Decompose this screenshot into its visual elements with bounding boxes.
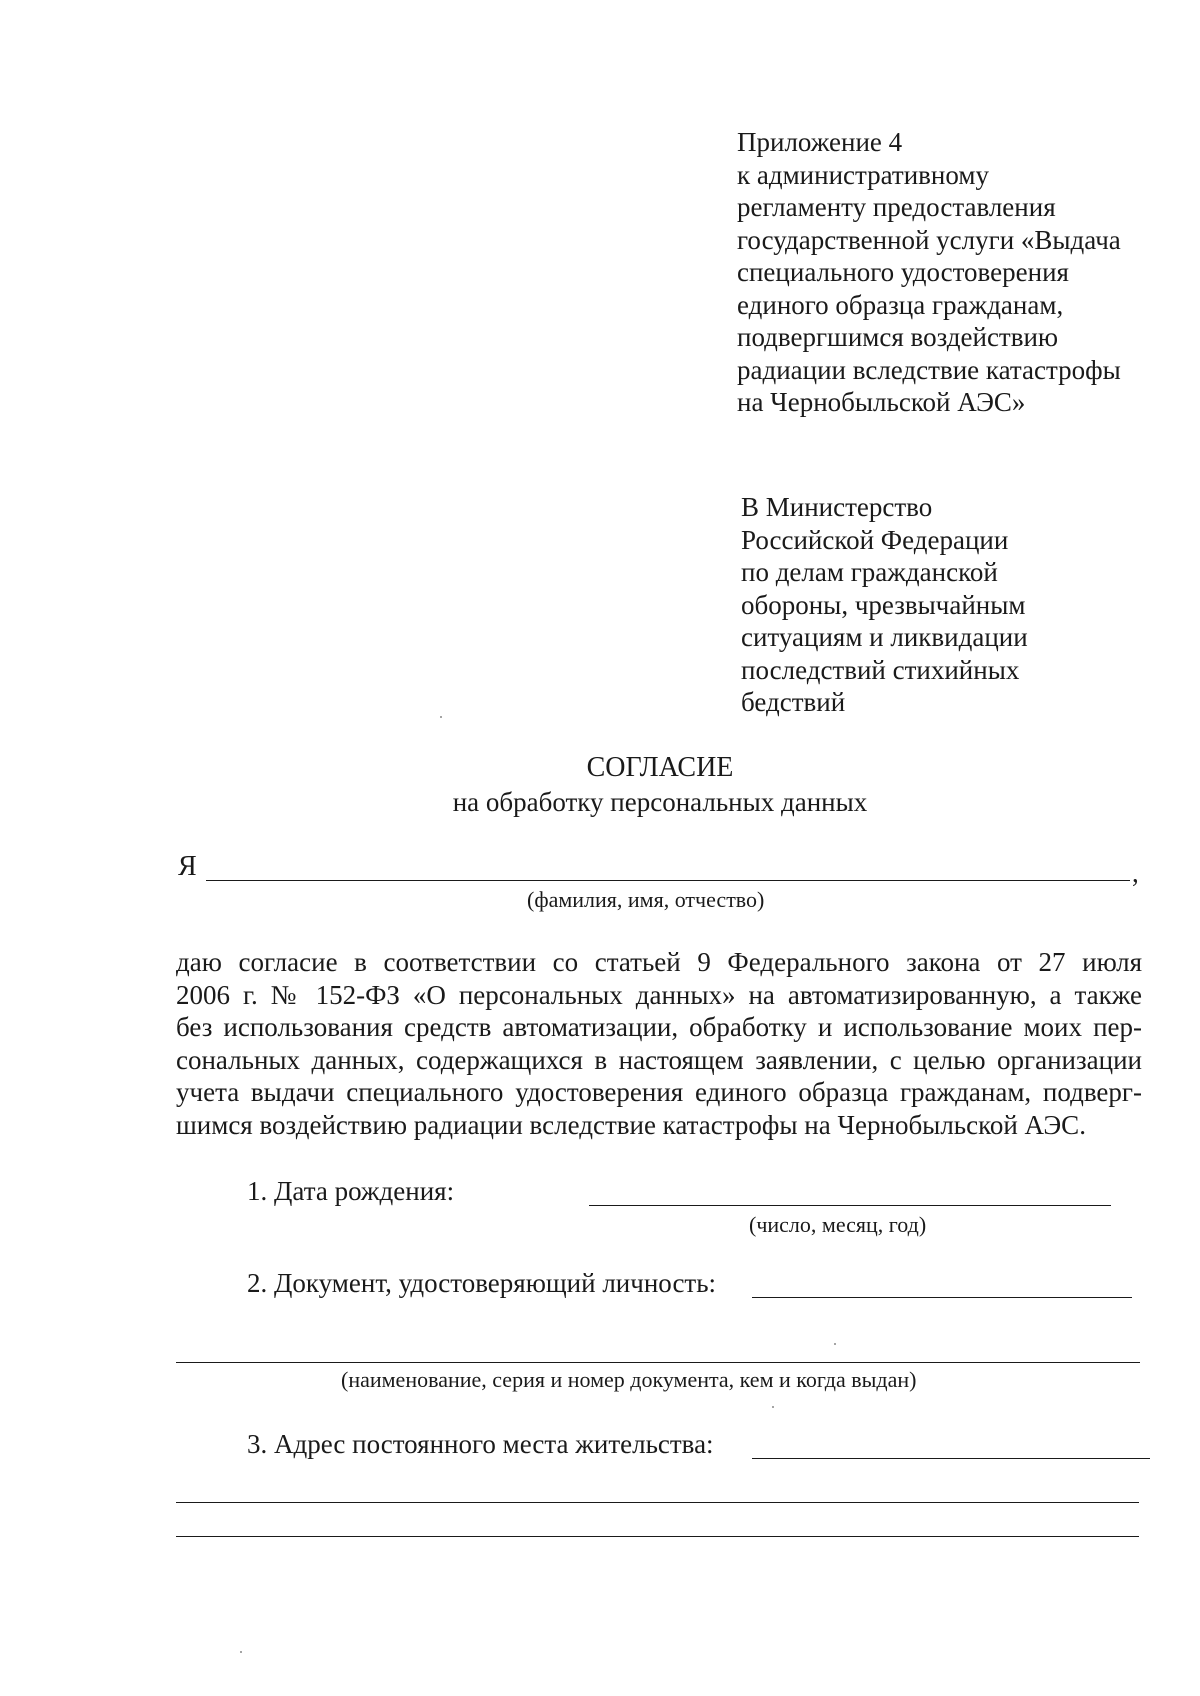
paragraph-line: без использования средств автоматизации, обработку и использование моих пер-	[176, 1012, 1142, 1043]
addressee-line: бедствий	[741, 687, 846, 717]
name-suffix-comma: ,	[1132, 858, 1139, 888]
scan-speck	[772, 1406, 774, 1408]
name-field-hint: (фамилия, имя, отчество)	[527, 887, 765, 912]
identity-doc-label: 2. Документ, удостоверяющий личность:	[247, 1268, 717, 1298]
identity-doc-field-line-2[interactable]	[176, 1362, 1140, 1363]
address-field-line-2[interactable]	[176, 1502, 1139, 1503]
addressee-line: по делам гражданской	[741, 557, 998, 587]
paragraph-line: 2006 г. № 152-ФЗ «О персональных данных» на автоматизированную, а также	[176, 979, 1142, 1010]
scan-speck	[834, 1343, 836, 1345]
addressee-line: обороны, чрезвычайным	[741, 589, 1026, 620]
appendix-line: Приложение 4	[737, 127, 903, 157]
addressee-line: Российской Федерации	[741, 524, 1009, 555]
name-prefix: Я	[178, 851, 197, 882]
appendix-line: на Чернобыльской АЭС»	[737, 387, 1026, 417]
addressee-line: ситуациям и ликвидации	[741, 622, 1028, 652]
consent-subtitle: на обработку персональных данных	[452, 787, 868, 817]
appendix-line: специального удостоверения	[737, 257, 1069, 287]
appendix-line: государственной услуги «Выдача	[737, 224, 1121, 255]
appendix-line: подвергшимся воздействию	[737, 322, 1059, 352]
appendix-line: радиации вследствие катастрофы	[737, 354, 1121, 385]
addressee-line: В Министерство	[741, 492, 933, 522]
address-field-line[interactable]	[752, 1458, 1150, 1459]
paragraph-line: сональных данных, содержащихся в настоящем заявлении, с целью организации	[176, 1044, 1142, 1075]
addressee-line: последствий стихийных	[741, 654, 1020, 685]
appendix-line: единого образца гражданам,	[737, 289, 1064, 320]
address-field-line-3[interactable]	[176, 1536, 1139, 1537]
paragraph-line: учета выдачи специального удостоверения единого образца гражданам, подверг-	[176, 1077, 1142, 1108]
appendix-header	[737, 126, 1121, 419]
identity-doc-hint: (наименование, серия и номер документа, кем и когда выдан)	[341, 1367, 917, 1392]
paragraph-line: даю согласие в соответствии со статьей 9 Федерального закона от 27 июля	[176, 947, 1142, 977]
birth-date-hint: (число, месяц, год)	[749, 1212, 927, 1237]
identity-doc-field-line[interactable]	[752, 1297, 1132, 1298]
paragraph-line: шимся воздействию радиации вследствие катастрофы на Чернобыльской АЭС.	[176, 1109, 1086, 1140]
addressee-block	[741, 491, 1028, 719]
consent-paragraph	[176, 946, 1142, 1142]
consent-title: СОГЛАСИЕ	[586, 752, 734, 783]
appendix-line: регламенту предоставления	[737, 192, 1056, 222]
birth-date-field-line[interactable]	[589, 1205, 1111, 1206]
birth-date-label: 1. Дата рождения:	[247, 1176, 455, 1206]
address-label: 3. Адрес постоянного места жительства:	[247, 1429, 714, 1459]
appendix-line: к административному	[737, 159, 989, 190]
name-field-line[interactable]	[206, 880, 1130, 881]
scan-speck	[440, 716, 442, 718]
scan-speck	[240, 1651, 242, 1653]
